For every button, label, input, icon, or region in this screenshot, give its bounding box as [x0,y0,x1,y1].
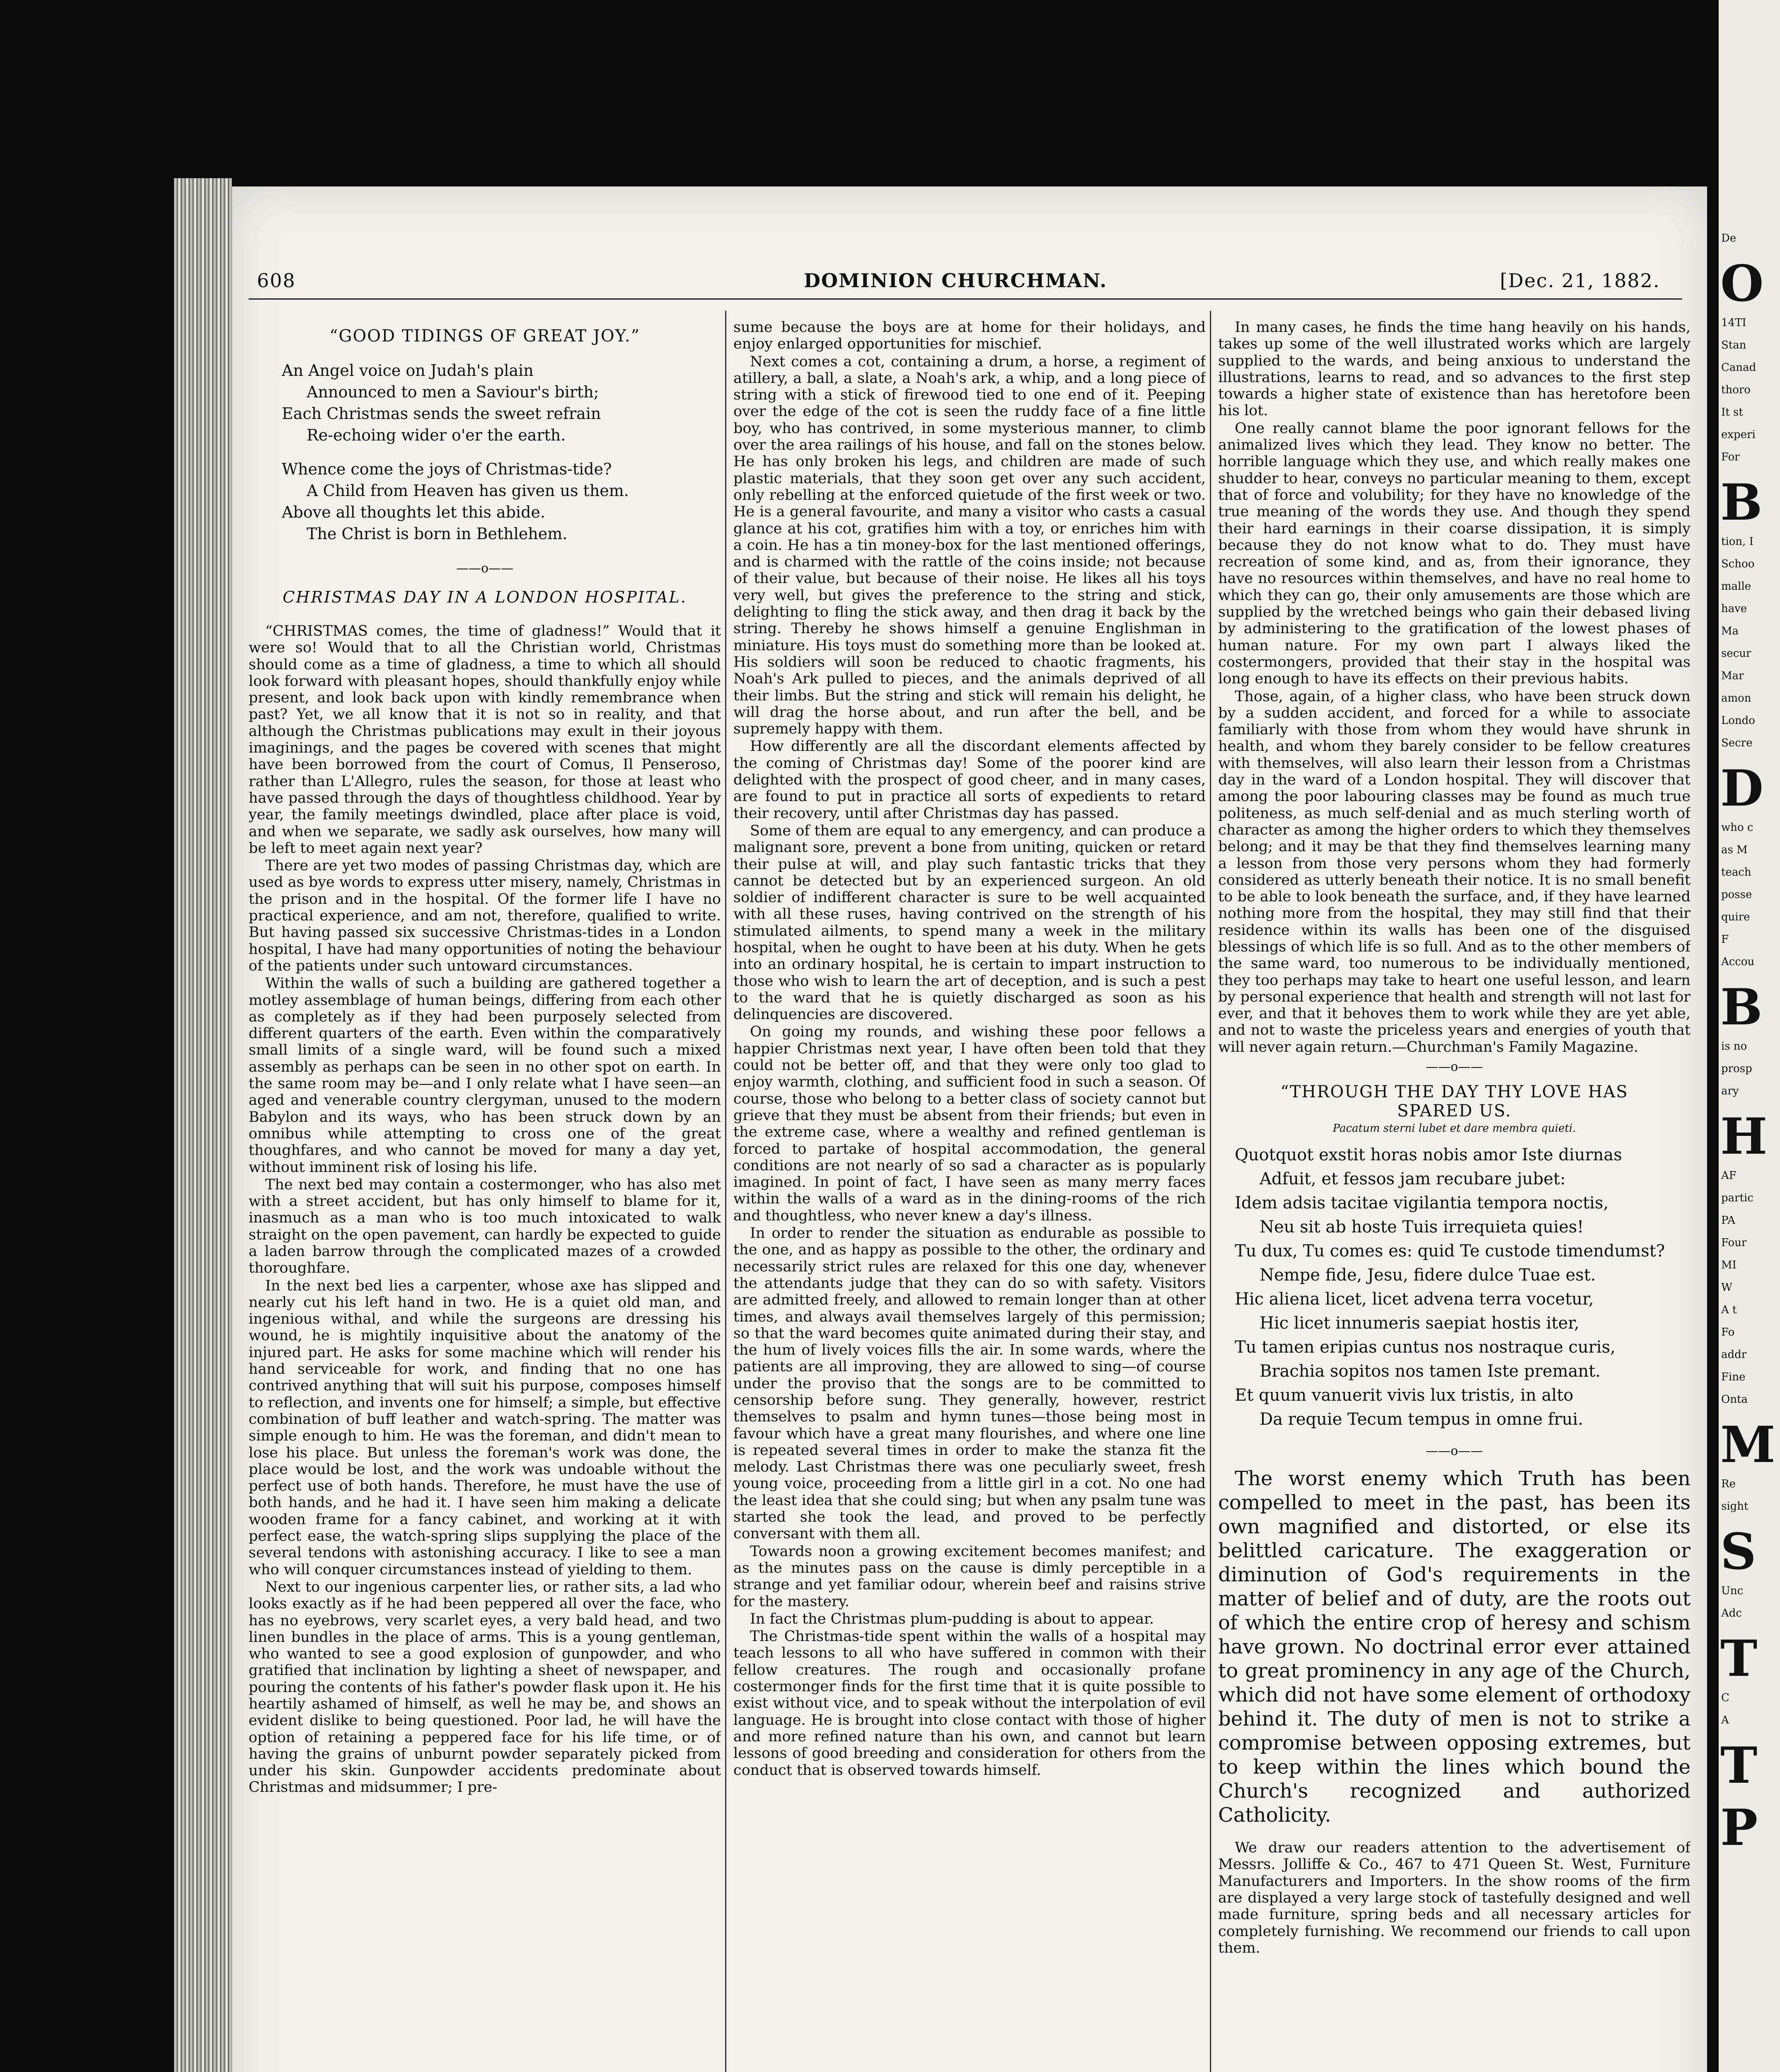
adjacent-page-fragment: 14TI [1721,317,1746,329]
adjacent-page-fragment: sight [1721,1500,1749,1513]
adjacent-page-fragment: T [1720,1629,1758,1688]
adjacent-page-fragment: PA [1721,1214,1735,1227]
adjacent-page-fragment: Stan [1721,339,1746,351]
article-paragraph: One really cannot blame the poor ignorant fellows for the animalized lives which they lead. They know no better. The horrible language which they use, and which really makes one shudder to hear, conveys no particular meaning to them, except that of force and volubility; for they have no knowledge of the true meaning of the words they use. And though they spend their hard earnings in their coarse dissipation, it is simply because they do not know what to do. They must have recreation of some kind, and as, from their ignorance, they have no resources within themselves, and have no real home to which they can go, their only amusements are those which are supplied by the wretched beings who gain their debased living by administering to the gratification of the lowest phases of human nature. For my own part I always liked the costermongers, provided that their stay in the hospital was long enough to have its effects on their previous habits. [1218,420,1691,687]
adjacent-page-fragment: Unc [1721,1585,1744,1597]
article-paragraph: There are yet two modes of passing Christmas day, which are used as bye words to express utter misery, namely, Christmas in the prison and in the hospital. Of the former life I have no practical experience, and am not, therefore, qualified to write. But having passed six successive Christmas-tides in a London hospital, I have had many opportunities of noting the behaviour of the patients under such untoward circumstances. [249,857,721,974]
poem-line: A Child from Heaven has given us them. [307,482,629,500]
adjacent-page-fragment: experi [1721,428,1756,441]
adjacent-page-fragment: S [1720,1523,1756,1581]
adjacent-page-fragment: F [1721,933,1729,946]
adjacent-page-fragment: quire [1721,911,1750,923]
poem-line: The Christ is born in Bethlehem. [307,525,568,543]
article-paragraph: Next comes a cot, containing a drum, a horse, a regiment of atillery, a ball, a slate, a Noah's ark, a whip, and a long piece of string with a stick of firewood tied to one end of it. Peeping over the edge of the cot is seen the ruddy face of a fine little boy, who has contrived, in some mysterious manner, to climb over the area railings of his house, and fall on the stones below. He has only broken his legs, and children are made of such plastic materials, that they soon get over any such accident, only rebelling at the enforced quietude of the first week or two. He is a general favourite, and many a visitor who casts a casual glance at his cot, gratifies him with a toy, or enriches him with a coin. He has a tin money-box for the last mentioned offerings, and is charmed with the rattle of the coins inside; not because of their value, but because of their noise. He likes all his toys very well, but gives the preference to the string and stick, delighting to fling the stick away, and then drag it back by the string. Thereby he shows himself a genuine Englishman in miniature. His toys must do something more than be looked at. His soldiers will soon be reduced to chaotic fragments, his Noah's Ark pulled to pieces, and the animals deprived of all their limbs. But the string and stick will remain his delight, he will drag the horse about, and run after the bell, and be supremely happy with them. [733,353,1206,738]
adjacent-page-fragment: B [1720,473,1763,532]
article-paragraph: sume because the boys are at home for their holidays, and enjoy enlarged opportunities for mischief. [733,319,1206,353]
adjacent-page-fragment: Re [1721,1478,1736,1490]
adjacent-page-fragment: Fo [1721,1326,1735,1339]
adjacent-page-fragment: tion, I [1721,535,1753,548]
adjacent-page-fragment: AF [1721,1169,1736,1182]
adjacent-page-fragment: who c [1721,821,1753,834]
poem-line: Above all thoughts let this abide. [282,503,545,521]
issue-date: [Dec. 21, 1882. [1500,269,1660,292]
hymn-title-line-2: SPARED US. [1397,1101,1512,1121]
hymn-subtitle: Pacatum sterni lubet et dare membra quieti. [1333,1122,1576,1135]
latin-line: Da requie Tecum tempus in omne frui. [1260,1410,1583,1429]
newspaper-page [232,186,1707,2072]
poem-line: Re-echoing wider o'er the earth. [307,426,566,444]
adjacent-page-fragment: B [1720,978,1763,1036]
adjacent-page-fragment: amon [1721,692,1751,704]
hymn-title-line-1: “THROUGH THE DAY THY LOVE HAS [1280,1082,1628,1102]
article-title: CHRISTMAS DAY IN A LONDON HOSPITAL. [283,588,687,606]
article-paragraph: On going my rounds, and wishing these poor fellows a happier Christmas next year, I have often been told that they could not be better off, and that they were only too glad to enjoy warmth, clothing, and sufficient food in such a season. Of course, those who belong to a better class of society cannot but grieve that they must be absent from their friends; but even in the extreme case, where a wealthy and refined gentleman is forced to partake of hospital accommodation, the general conditions are not nearly of so sad a character as is popularly imagined. In point of fact, I have seen as many merry faces within the walls of a ward as in the dining-rooms of the rich and thoughtless, who never knew a day's illness. [733,1024,1206,1224]
adjacent-page-fragment: MI [1721,1259,1736,1271]
article-paragraph: In fact the Christmas plum-pudding is about to appear. [750,1610,1154,1627]
adjacent-page-fragment: D [1720,759,1764,818]
adjacent-page-fragment: T [1720,1736,1758,1795]
latin-line: Quotquot exstit horas nobis amor Iste diurnas [1235,1145,1622,1165]
adjacent-page-fragment: It st [1721,406,1743,419]
latin-line: Neu sit ab hoste Tuis irrequieta quies! [1260,1218,1584,1237]
adjacent-page-fragment: M [1720,1416,1775,1474]
adjacent-page-fragment: partic [1721,1192,1753,1204]
ornament-divider: ——o—— [1425,1444,1483,1459]
latin-hymn [1235,1143,1691,1431]
latin-line: Idem adsis tacitae vigilantia tempora noctis, [1235,1193,1609,1213]
truth-paragraph: The worst enemy which Truth has been compelled to meet in the past, has been its own magnified and distorted, or else its belittled caricature. The exaggeration or diminution of God's requirements in the matter of belief and of duty, are the roots out of which the entire crop of heresy and schism have grown. No doctrinal error ever attained to great prominency in any age of the Church, which did not have some element of orthodoxy behind it. The duty of men is not to strike a compromise between opposing extremes, but to keep within the lines which bound the Church's recognized and authorized Catholicity. [1218,1467,1691,1827]
latin-line: Adfuit, et fessos jam recubare jubet: [1260,1169,1566,1189]
adjacent-page-fragment: posse [1721,888,1752,901]
adjacent-page-fragment: H [1720,1107,1768,1166]
article-paragraph: Towards noon a growing excitement becomes manifest; and as the minutes pass on the cause is dimly perceptible in a strange and yet familiar odour, wherein beef and raisins strive for the mastery. [733,1543,1206,1610]
article-paragraph: The Christmas-tide spent within the walls of a hospital may teach lessons to all who have suffered in common with their fellow creatures. The rough and occasionally profane costermonger finds for the first time that it is quite possible to exist without vice, and to speak without the interpolation of evil language. He is brought into close contact with those of higher and more refined nature than his own, and cannot but learn lessons of good breeding and consideration for others from the conduct that is observed towards himself. [733,1628,1206,1779]
poem-line: Whence come the joys of Christmas-tide? [282,460,612,478]
adjacent-page-fragment: secur [1721,647,1751,660]
article-paragraph: The next bed may contain a costermonger, who has also met with a street accident, but has only himself to blame for it, inasmuch as a man who is too much intoxicated to walk straight on the open pavement, can hardly be expected to guide a laden barrow through the complicated mazes of a crowded thoroughfare. [249,1176,721,1277]
article-paragraph: “CHRISTMAS comes, the time of gladness!” Would that it were so! Would that to all the Christian world, Christmas should come as a time of gladness, a time to which all should look forward with pleasant hopes, should thankfully enjoy while present, and look back upon with kindly remembrance when past? Yet, we all know that it is not so in reality, and that although the Christmas publications may exult in their joyous imaginings, and the pages be covered with scenes that might have been borrowed from the court of Comus, Il Penseroso, rather than L'Allegro, rules the season, for those at least who have passed through the days of thoughtless childhood. Year by year, the family meetings dwindled, place after place is void, and when we separate, we sadly ask ourselves, how many will be left to meet again next year? [249,623,721,857]
column-2 [733,319,1206,2072]
adjacent-page-fragment: Four [1721,1237,1747,1249]
adjacent-page-fragment: A t [1721,1304,1737,1316]
adjacent-page-fragment: W [1721,1281,1732,1294]
article-paragraph: Some of them are equal to any emergency, and can produce a malignant sore, prevent a bone from uniting, quicken or retard their pulse at will, and play such fantastic tricks that they cannot be detected but by an experienced surgeon. An old soldier of indifferent character is sure to be well acquainted with all these ruses, having contrived on the strength of his stimulated ailments, to spend many a week in the military hospital, when he ought to have been at his duty. When he gets into an ordinary hospital, he is certain to impart instruction to those who wish to learn the art of deception, and is such a pest to the ward that he is quietly discharged as soon as his delinquencies are discovered. [733,822,1206,1023]
adjacent-page-fragment: Ma [1721,625,1739,637]
adjacent-page-fragment: Fine [1721,1371,1746,1383]
latin-line: Brachia sopitos nos tamen Iste premant. [1260,1362,1601,1381]
latin-line: Tu tamen eripias cuntus nos nostraque curis, [1235,1338,1616,1357]
article-paragraph: Next to our ingenious carpenter lies, or rather sits, a lad who looks exactly as if he had been peppered all over the face, who has no eyebrows, very scarlet eyes, a very bald head, and two linen bundles in the place of arms. This is a young gentleman, who wanted to see a good explosion of gunpowder, and who gratified that inclination by lighting a sheet of newspaper, and pouring the contents of his father's powder flask upon it. He his heartily ashamed of himself, as well he may be, and shows an evident dislike to being questioned. Poor lad, he will have the option of retaining a peppered face for his life time, or of having the grains of unburnt powder separately picked from under his skin. Gunpowder accidents predominate about Christmas and midsummer; I pre- [249,1578,721,1796]
poem-title: “GOOD TIDINGS OF GREAT JOY.” [329,327,641,346]
ornament-divider: ——o—— [456,561,514,576]
latin-line: Nempe fide, Jesu, fidere dulce Tuae est. [1260,1266,1596,1285]
advertisement-notice: We draw our readers attention to the advertisement of Messrs. Jolliffe & Co., 467 to 471 Queen St. West, Furniture Manufacturers and Importers. In the show rooms of the firm are displayed a very large stock of tastefully designed and well made furniture, spring beds and all necessary articles for completely furnishing. We recommend our friends to call upon them. [1218,1840,1691,1956]
adjacent-page-fragment: O [1720,254,1764,313]
poem-line: Each Christmas sends the sweet refrain [282,404,601,423]
latin-line: Hic aliena licet, licet advena terra vocetur, [1235,1290,1594,1309]
adjacent-page-fragment: prosp [1721,1063,1752,1075]
adjacent-page-fragment: Londo [1721,714,1755,727]
adjacent-page-fragment: Adc [1721,1607,1742,1619]
poem [282,360,721,545]
adjacent-page-fragment: For [1721,451,1740,463]
article-paragraph: In order to render the situation as endurable as possible to the one, and as happy as possible to the other, the ordinary and necessarily strict rules are relaxed for this one day, whenever the attendants judge that they can do so with safety. Visitors are admitted freely, and allowed to remain longer than at other times, and always avail themselves largely of this permission; so that the ward becomes quite animated during their stay, and the hum of lively voices fills the air. In some wards, where the patients are all improving, they are allowed to sing—of course under the proviso that the songs are to be committed to censorship before sung. They generally, however, restrict themselves to psalm and hymn tunes—those being most in favour which have a great many flourishes, and where one line is repeated several times in order to make the stanza fit the melody. Last Christmas there was one peculiarly sweet, fresh young voice, proceeding from a little girl in a cot. No one had the least idea that she could sing; but when any psalm tune was started she took the lead, and proved to be perfectly conversant with them all. [733,1225,1206,1542]
adjacent-page-fragment: teach [1721,866,1751,879]
adjacent-page-fragment: Schoo [1721,558,1755,570]
article-paragraph: How differently are all the discordant elements affected by the coming of Christmas day! Some of the poorer kind are delighted with the prospect of good cheer, and in many cases, are found to put in practice all sorts of expedients to retard their recovery, until after Christmas day has passed. [733,738,1206,822]
column-rule-2 [1210,311,1211,2072]
adjacent-page-fragment: Secre [1721,737,1753,749]
adjacent-page-fragment: have [1721,603,1747,615]
article-paragraph: Within the walls of such a building are gathered together a motley assemblage of human beings, differing from each other as completely as if they had been purposely selected from different quarters of the earth. Even within the comparatively small limits of a single ward, will be found such a mixed assembly as perhaps can be seen in no other spot on earth. In the same room may be—and I only relate what I have seen—an aged and venerable country clergyman, unused to the modern Babylon and its ways, who has been struck down by an omnibus while attempting to cross one of the great thoughfares, and who cannot be moved for many a day yet, without imminent risk of losing his life. [249,975,721,1176]
adjacent-page-fragment: Onta [1721,1393,1748,1406]
adjacent-page-fragment: Mar [1721,670,1744,682]
adjacent-page-fragment: Accou [1721,956,1755,968]
adjacent-page-fragment: addr [1721,1348,1747,1361]
adjacent-page [1719,0,1780,2072]
adjacent-page-fragment: is no [1721,1040,1747,1053]
column-3 [1218,319,1691,2072]
adjacent-page-fragment: C [1721,1692,1729,1704]
column-rule-1 [725,311,726,2072]
adjacent-page-fragment: thoro [1721,384,1751,396]
header-rule [249,298,1682,300]
masthead: DOMINION CHURCHMAN. [804,269,1108,292]
page-number: 608 [257,269,296,292]
poem-line: Announced to men a Saviour's birth; [307,383,599,401]
latin-line: Et quum vanuerit vivis lux tristis, in alto [1235,1386,1574,1405]
adjacent-page-fragment: De [1721,232,1736,244]
article-paragraph: In the next bed lies a carpenter, whose axe has slipped and nearly cut his left hand in two. He is a quiet old man, and ingenious withal, and while the surgeons are dressing his wound, he is mightily inquisitive about the anatomy of the injured part. He asks for some machine which will render his hand serviceable for work, and finding that no one has contrived anything that will suit his purpose, composes himself to reflection, and invents one for himself; a simple, but effective combination of buff leather and watch-spring. The matter was simple enough to him. He was the foreman, and didn't mean to lose his place. But unless the foreman's work was done, the place would be lost, and the work was undoable without the perfect use of both hands. Therefore, he must have the use of both hands, and he had it. I have seen him making a delicate wooden frame for a fancy cabinet, and working at it with perfect ease, the watch-spring slips supplying the place of the several tendons with astonishing accuracy. I like to see a man who will conquer circumstances instead of yielding to them. [249,1277,721,1578]
adjacent-page-fragment: malle [1721,580,1751,593]
adjacent-page-fragment: P [1720,1798,1758,1857]
latin-line: Hic licet innumeris saepiat hostis iter, [1260,1314,1579,1333]
column-1 [249,319,721,2072]
adjacent-page-fragment: as M [1721,844,1748,856]
adjacent-page-fragment: ary [1721,1085,1739,1097]
ornament-divider: ——o—— [1425,1060,1483,1075]
adjacent-page-fragment: A [1721,1714,1729,1726]
adjacent-page-fragment: Canad [1721,361,1756,374]
book-page-edges [174,178,232,2072]
poem-line: An Angel voice on Judah's plain [282,361,534,380]
article-paragraph: Those, again, of a higher class, who have been struck down by a sudden accident, and forced for a while to associate familiarly with those from whom they would have shrunk in health, and whom they barely consider to be fellow creatures with themselves, will also learn their lesson from a Christmas day in the ward of a London hospital. They will discover that among the poor labouring classes may be found as much true politeness, as much self-denial and as much sterling worth of character as among the higher orders to which they themselves belong; and it may be that they find themselves learning many a lesson from those very persons whom they had formerly considered as utterly beneath their notice. It is no small benefit to be able to look beneath the surface, and, if they have learned nothing more from the hospital, they may still find that their residence within its walls has been one of the disguised blessings of which life is so full. And as to the other members of the same ward, too numerous to be individually mentioned, they too perhaps may take to heart one useful lesson, and learn by personal experience that health and strength will not last for ever, and that it behoves them to work while they are yet able, and not to waste the priceless years and energies of youth that will never again return.—Churchman's Family Magazine. [1218,688,1691,1055]
article-paragraph: In many cases, he finds the time hang heavily on his hands, takes up some of the well illustrated works which are largely supplied to the wards, and being anxious to understand the illustrations, learns to read, and so advances to the first step towards a higher state of existence than has heretofore been his lot. [1218,319,1691,419]
latin-line: Tu dux, Tu comes es: quid Te custode timendumst? [1235,1242,1665,1261]
